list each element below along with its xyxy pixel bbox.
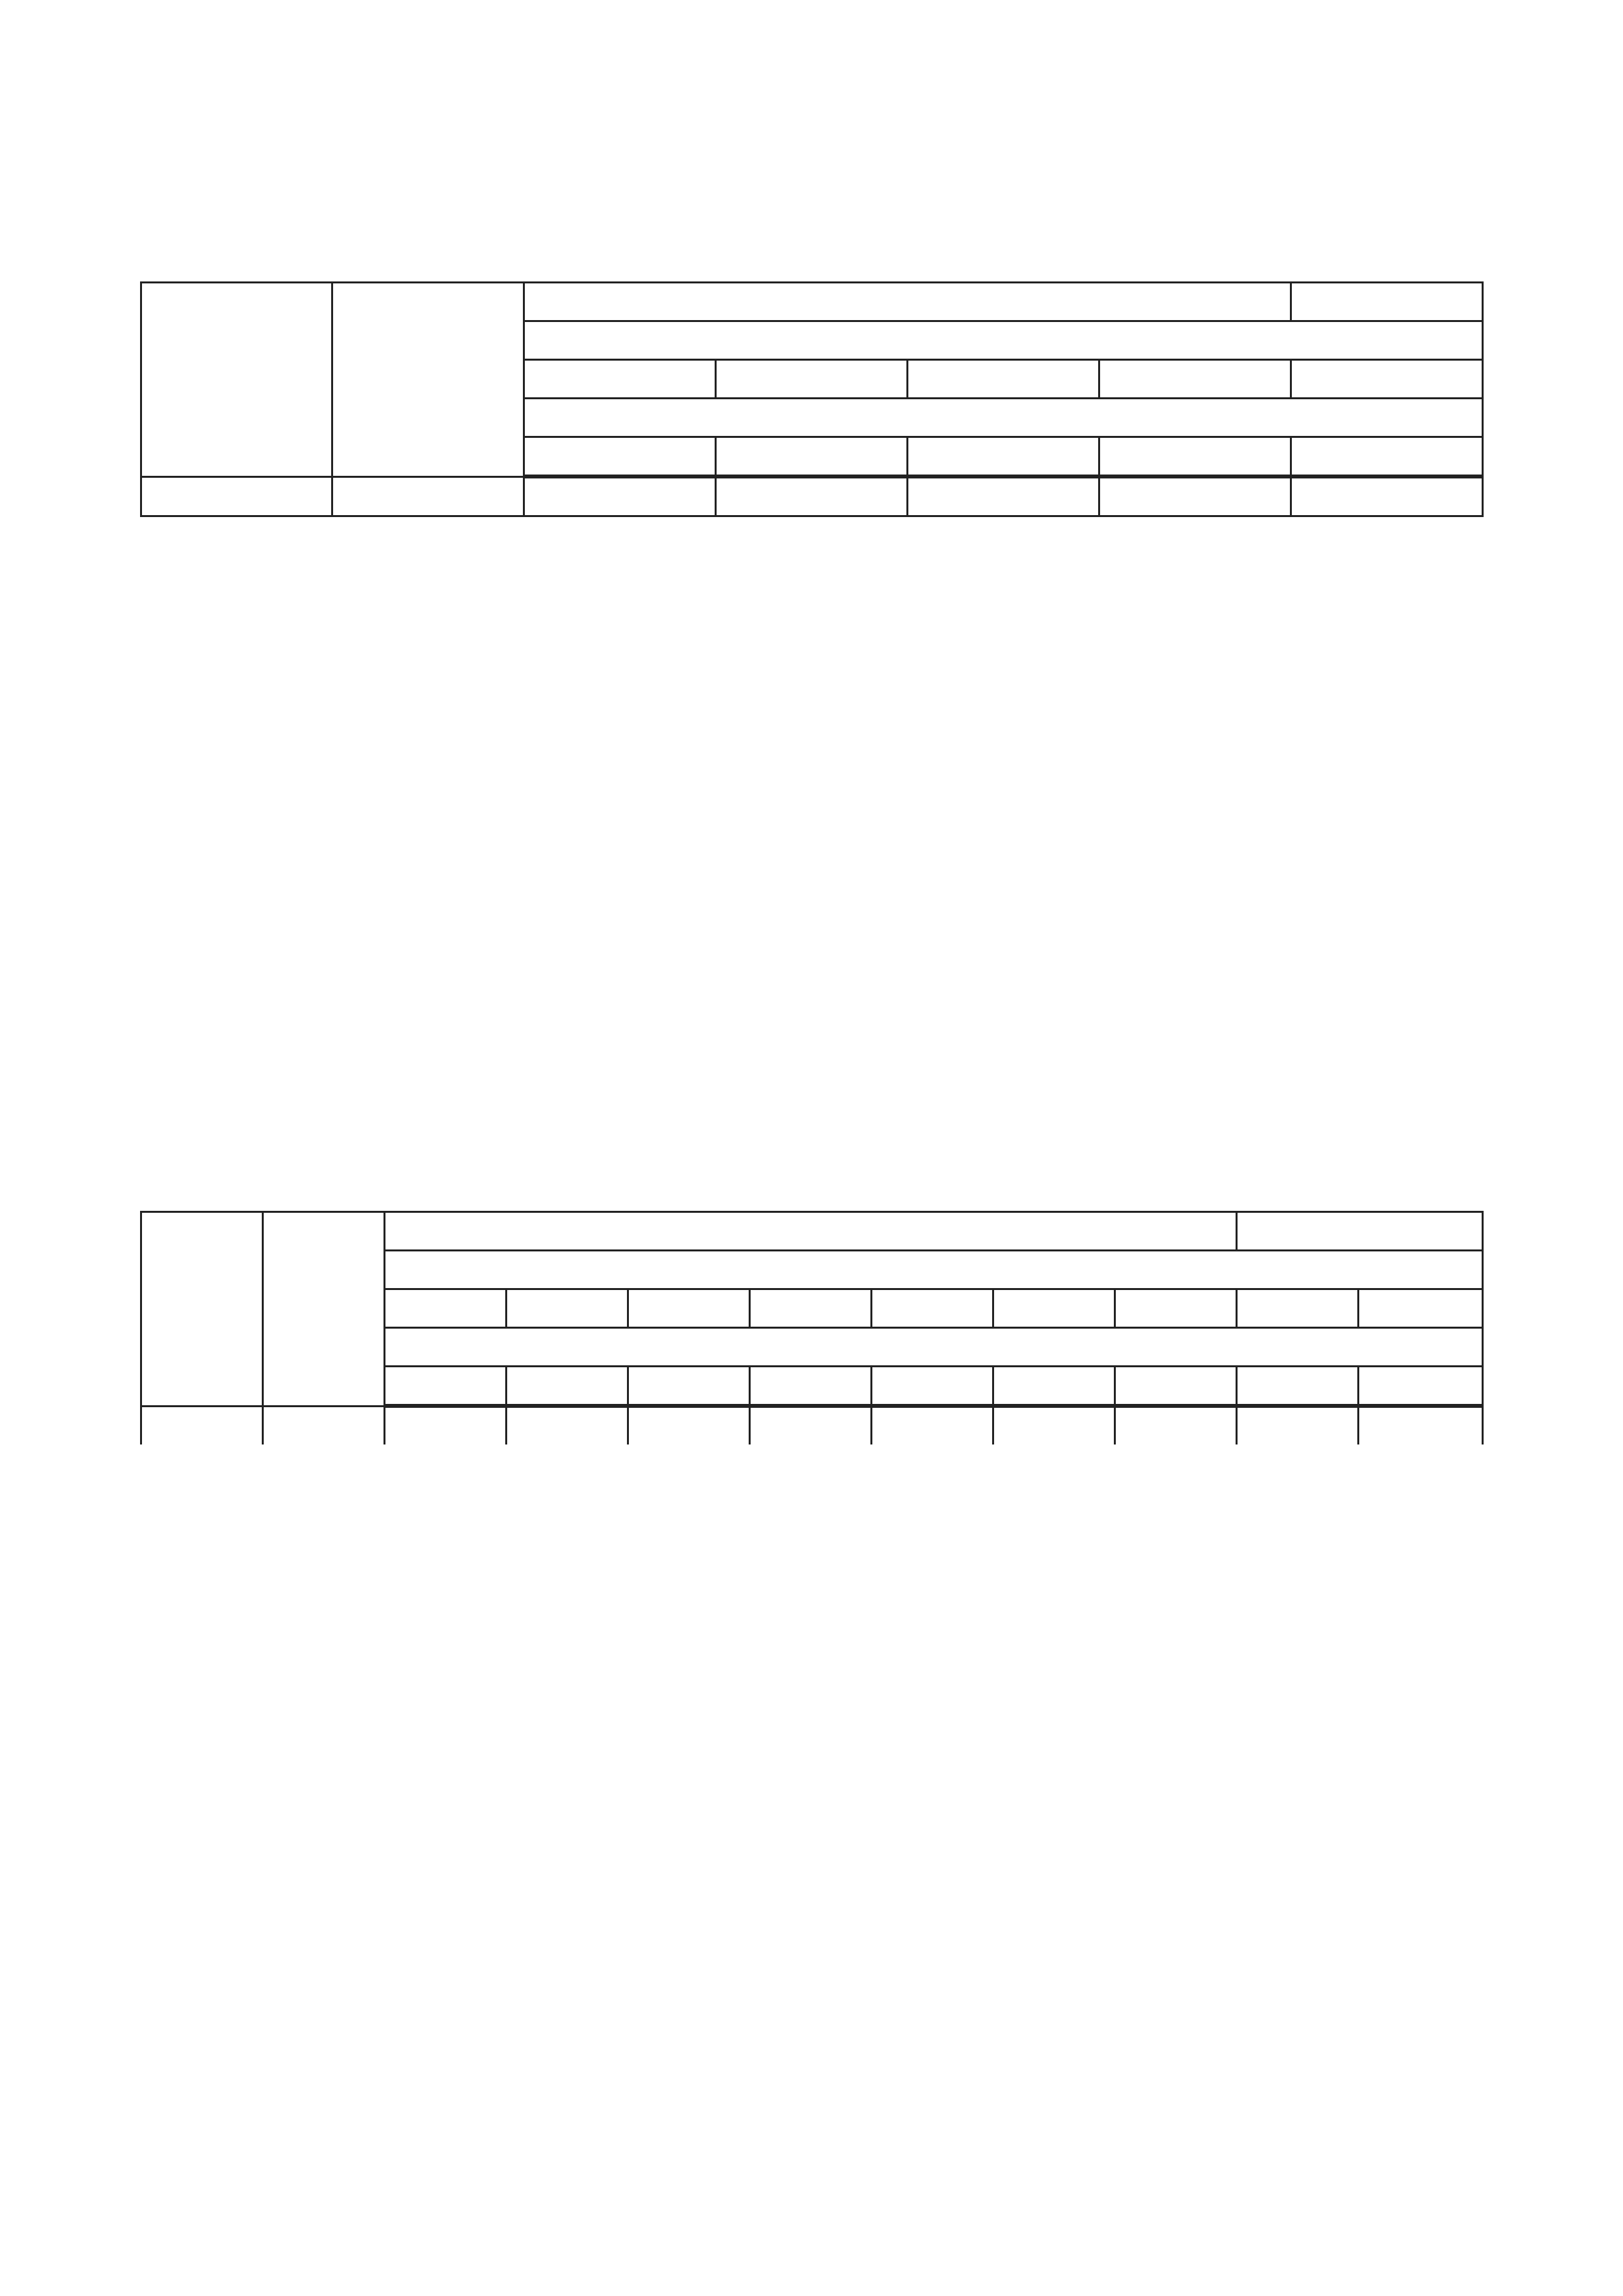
width-code xyxy=(1115,1289,1237,1328)
column-d xyxy=(141,1406,263,1444)
dim-code xyxy=(716,437,908,477)
header-d xyxy=(141,1212,263,1407)
dim-code xyxy=(1359,1367,1483,1407)
header-B xyxy=(524,283,1291,321)
column-r xyxy=(1359,1406,1483,1444)
column-B-6 xyxy=(1115,1406,1237,1444)
column-D xyxy=(332,476,524,516)
dim-code xyxy=(1115,1367,1237,1407)
width-code xyxy=(750,1289,872,1328)
width-code xyxy=(385,1289,507,1328)
width-code xyxy=(908,360,1099,399)
dim-code xyxy=(872,1367,993,1407)
header-D xyxy=(332,283,524,477)
header-D xyxy=(263,1212,385,1407)
column-B-1 xyxy=(507,1406,628,1444)
width-code xyxy=(716,360,908,399)
dim-code xyxy=(1291,437,1483,477)
width-code xyxy=(507,1289,628,1328)
header-dimension-series xyxy=(524,399,1483,437)
width-code xyxy=(993,1289,1115,1328)
header-r-s-min xyxy=(1237,1212,1483,1251)
width-code xyxy=(1099,360,1291,399)
dim-code xyxy=(507,1367,628,1407)
column-B-3 xyxy=(750,1406,872,1444)
dim-code xyxy=(1237,1367,1359,1407)
header-width-series xyxy=(385,1251,1483,1289)
width-code xyxy=(1359,1289,1483,1328)
column-B-4 xyxy=(872,1406,993,1444)
width-code xyxy=(1237,1289,1359,1328)
header-d xyxy=(141,283,332,477)
table-1 xyxy=(140,281,1484,517)
dim-code xyxy=(750,1367,872,1407)
header-width-series xyxy=(524,321,1483,360)
column-d xyxy=(141,476,332,516)
column-B-1 xyxy=(524,476,716,516)
table-2 xyxy=(140,1211,1484,1444)
dim-code xyxy=(993,1367,1115,1407)
dim-code xyxy=(1099,437,1291,477)
width-code xyxy=(524,360,716,399)
dim-code xyxy=(628,1367,750,1407)
column-B-4 xyxy=(1099,476,1291,516)
column-B-7b xyxy=(1237,1406,1359,1444)
column-B-7 xyxy=(385,1406,507,1444)
dim-code xyxy=(524,437,716,477)
column-B-2 xyxy=(628,1406,750,1444)
header-dimension-series xyxy=(385,1328,1483,1367)
width-code xyxy=(628,1289,750,1328)
column-r xyxy=(1291,476,1483,516)
column-B-3 xyxy=(908,476,1099,516)
column-B-2 xyxy=(716,476,908,516)
column-D xyxy=(263,1406,385,1444)
width-code xyxy=(872,1289,993,1328)
header-r-s-min xyxy=(1291,283,1483,321)
column-B-5 xyxy=(993,1406,1115,1444)
dim-code xyxy=(385,1367,507,1407)
dim-code xyxy=(908,437,1099,477)
header-B xyxy=(385,1212,1237,1251)
width-code xyxy=(1291,360,1483,399)
